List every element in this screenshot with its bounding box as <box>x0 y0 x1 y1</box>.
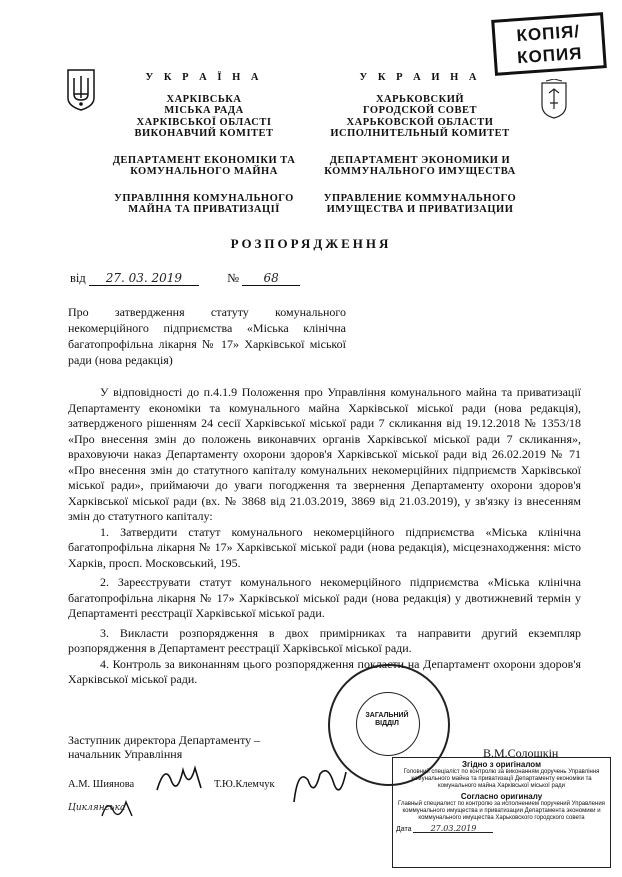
paragraph-1: 1. Затвердити статут комунального некомерційного підприємства «Міська клінічна багатопрофільна лікарня № 17» Харківської міської ради (нова редакція), місцезнаходження: місто Харків, просп. Московський, 195. <box>68 524 581 570</box>
original-stamp-text2: Главный специалист по контролю за исполнением поручений Управления коммунального имущества и приватизации Департамента экономики и коммунального имущества Харьковского городского совета <box>398 801 605 821</box>
paragraph-3: 3. Викласти розпорядження в двох примірниках та направити другий екземпляр розпорядження в Департамент реєстрації Харківської міської ради. <box>68 625 581 655</box>
original-stamp-date-row <box>396 825 607 833</box>
original-stamp-text1: Головний спеціаліст по контролю за виконанням доручень Управління комунального майна та приватизації Департаменту економіки та комунального майна Харківської міської ради <box>403 769 600 789</box>
signatory-line1: Заступник директора Департаменту – <box>68 733 261 747</box>
signature-scribble-1 <box>155 760 205 801</box>
original-stamp-date-value: 27.03.2019 <box>413 825 493 833</box>
signatory-name: В.М.Солошкін <box>483 746 559 760</box>
paragraph-preamble: У відповідності до п.4.1.9 Положення про Управління комунального майна та приватизації Департаменту економіки та комунального майна Харківської міської ради (нова редакція), затвердженого рішенням 24 сесії Харківської міської ради 7 скликання від 19.12.2018 № 1353/18 «Про внесення змін до положень виконавчих органів Харківської міської ради 7 скликання», враховуючи наказ Департаменту охорони здоров'я Харківської міської ради від 26.02.2019 № 71 «Про внесення змін до статутного капіталу комунальних некомерційних підприємств Харківської міської ради», приймаючи до уваги погодження та звернення Департаменту охорони здоров'я Харківської міської ради (вх. № 3868 від 21.03.2019, 3869 від 21.03.2019), у зв'язку із внесенням змін до статутного капіталу: <box>68 385 581 523</box>
header-ua <box>96 72 312 216</box>
paragraph-4: 4. Контроль за виконанням цього розпорядження покласти на Департамент охорони здоров'я Харківської міської ради. <box>68 656 581 686</box>
paragraph-2: 2. Зареєструвати статут комунального некомерційного підприємства «Міська клінічна багатопрофільна лікарня № 17» Харківської міської ради (нова редакція) у двотижневий термін у Департаменті реєстрації Харківської міської ради. <box>68 575 581 620</box>
document-subject: Про затвердження статуту комунального некомерційного підприємства «Міська клінічна багатопрофільна лікарня № 17» Харківської міської ради (нова редакція) <box>68 305 346 367</box>
original-stamp-title2: Согласно оригиналу <box>460 792 543 801</box>
approval-right: Т.Ю.Клемчук <box>214 779 275 790</box>
original-stamp <box>392 757 611 868</box>
header-ru-department-1: ДЕПАРТАМЕНТ ЭКОНОМИКИ И <box>329 154 511 166</box>
header-ua-council-4: ВИКОНАВЧИЙ КОМІТЕТ <box>134 128 274 139</box>
round-seal-text: ЗАГАЛЬНИЙ ВІДДІЛ <box>365 712 409 727</box>
city-coat-of-arms-icon <box>540 79 568 124</box>
original-stamp-date-label: Дата <box>396 826 412 833</box>
header-ru-office-1: УПРАВЛЕНИЕ КОММУНАЛЬНОГО <box>323 192 517 204</box>
header-ru-office-2: ИМУЩЕСТВА И ПРИВАТИЗАЦИИ <box>326 204 514 215</box>
header-ru-council-4: ИСПОЛНИТЕЛЬНЫЙ КОМИТЕТ <box>330 128 510 139</box>
document-title: РОЗПОРЯДЖЕННЯ <box>230 236 392 251</box>
signature-scribble-2 <box>290 762 350 811</box>
number-prefix: № <box>227 271 240 285</box>
date-number-line <box>70 271 300 286</box>
number-value: 68 <box>242 271 300 286</box>
header-ru <box>312 72 528 216</box>
header-ru-council-1: ХАРЬКОВСКИЙ <box>375 93 465 105</box>
copy-stamp-line1: КОПІЯ/ <box>515 21 581 46</box>
header-ua-department-2: КОМУНАЛЬНОГО МАЙНА <box>130 166 278 177</box>
signatory-line2: начальник Управління <box>68 747 183 761</box>
header-ru-department-2: КОММУНАЛЬНОГО ИМУЩЕСТВА <box>324 166 516 177</box>
trident-emblem-icon <box>66 68 96 117</box>
document-body <box>68 385 581 688</box>
approval-handwritten: Циклянська <box>68 803 126 813</box>
approval-left: А.М. Шиянова <box>68 779 135 790</box>
header-ua-council-3: ХАРКІВСЬКОЇ ОБЛАСТІ <box>136 116 272 128</box>
header-ru-council-2: ГОРОДСКОЙ СОВЕТ <box>363 105 477 116</box>
header-ua-council-1: ХАРКІВСЬКА <box>166 93 242 105</box>
header-ua-office-1: УПРАВЛІННЯ КОМУНАЛЬНОГО <box>114 192 294 204</box>
header-ua-country: У К Р А Ї Н А <box>145 72 263 83</box>
header-ua-office-2: МАЙНА ТА ПРИВАТИЗАЦІЇ <box>128 204 280 215</box>
copy-stamp <box>491 12 607 76</box>
date-value: 27. 03. 2019 <box>89 271 199 286</box>
copy-stamp-line2: КОПИЯ <box>516 43 584 68</box>
header-ru-country: У К Р А И Н А <box>359 72 481 83</box>
header-ua-council-2: МІСЬКА РАДА <box>164 105 244 116</box>
signatory-block <box>68 733 260 761</box>
original-stamp-title: Згідно з оригіналом <box>462 760 541 769</box>
header-ua-department-1: ДЕПАРТАМЕНТ ЕКОНОМІКИ ТА <box>112 154 296 166</box>
header-ru-council-3: ХАРЬКОВСКОЙ ОБЛАСТИ <box>346 116 494 128</box>
date-prefix: від <box>70 271 86 285</box>
